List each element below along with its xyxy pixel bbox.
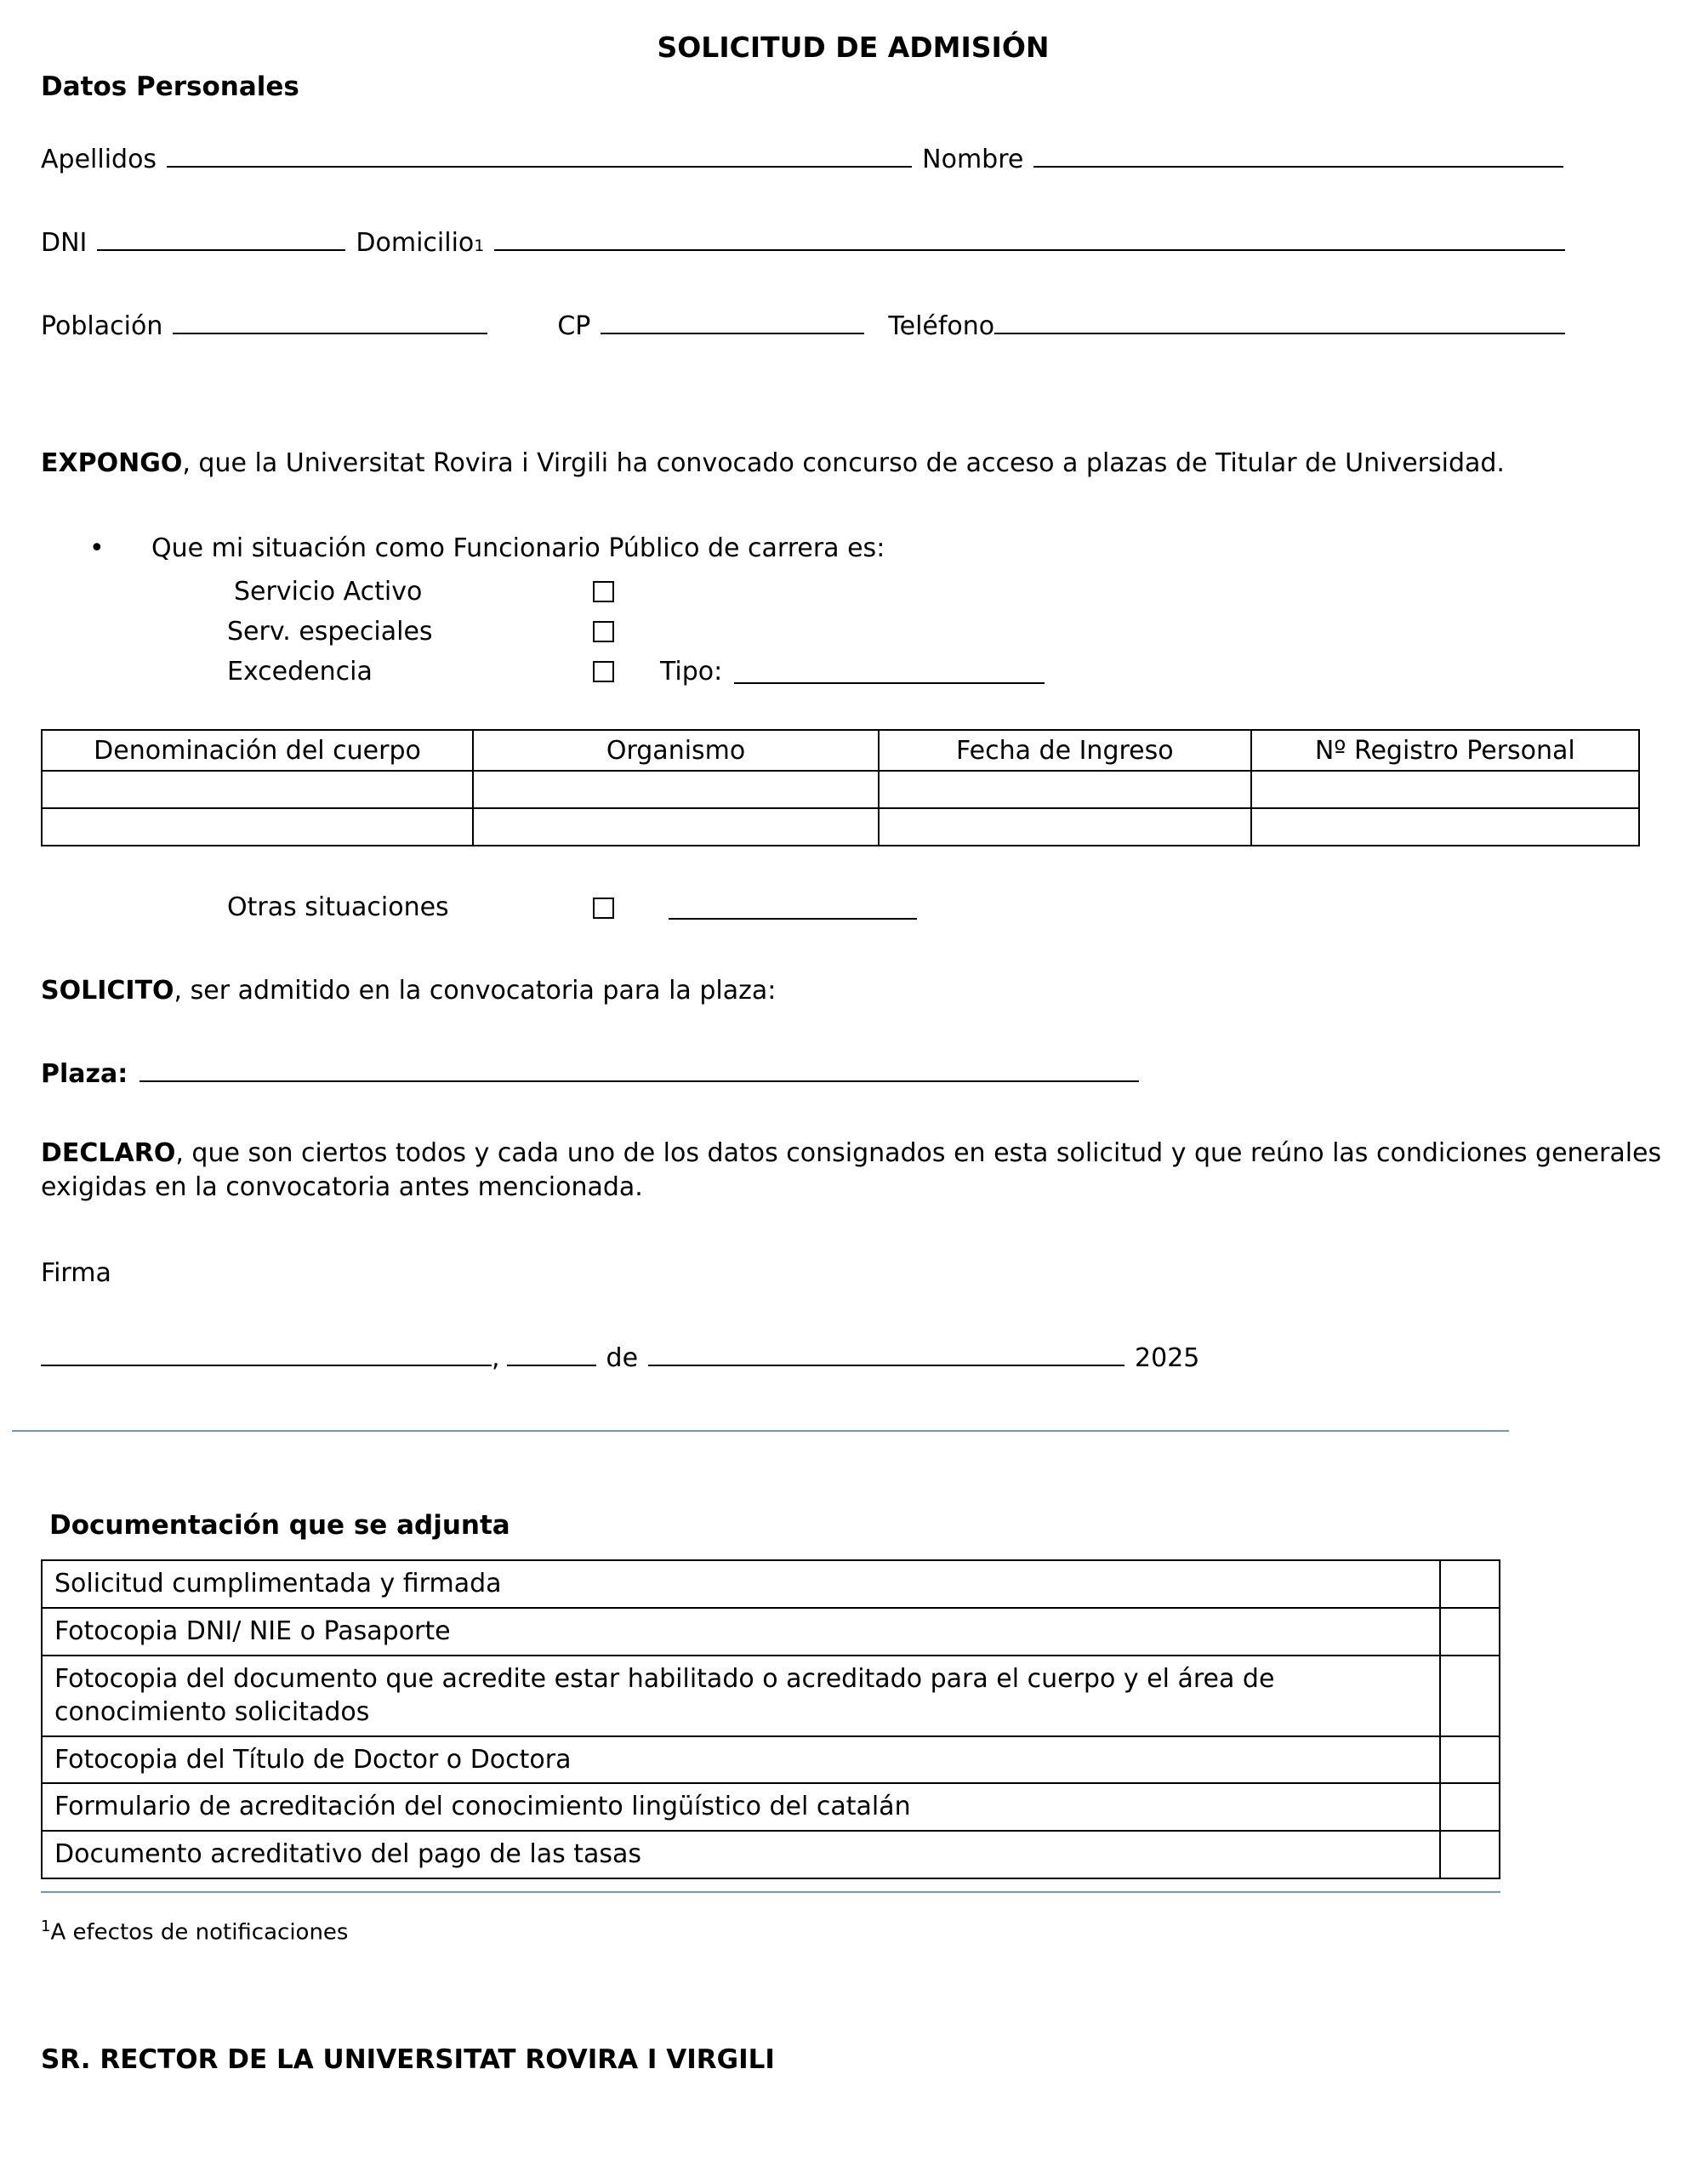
option-excedencia <box>227 652 1665 692</box>
firma-label: Firma <box>41 1258 111 1289</box>
excedencia-label: Excedencia <box>227 657 373 687</box>
solicito-text: , ser admitido en la convocatoria para la plaza: <box>174 976 777 1006</box>
domicilio-footnote-marker: 1 <box>474 237 485 256</box>
footnote-text: A efectos de notificaciones <box>50 1919 349 1946</box>
list-item <box>42 1736 1500 1784</box>
expongo-lead: EXPONGO <box>41 448 183 479</box>
domicilio-field[interactable] <box>494 249 1565 251</box>
dni-field[interactable] <box>97 249 345 251</box>
plaza-field[interactable] <box>139 1080 1139 1082</box>
blue-separator-top <box>12 1430 1509 1432</box>
doc-item-label: Fotocopia del Título de Doctor o Doctora <box>42 1736 1440 1784</box>
section-datos-personales: Datos Personales <box>41 71 299 102</box>
cuerpo-table <box>41 729 1640 846</box>
excedencia-checkbox[interactable] <box>593 661 614 682</box>
col-denominacion: Denominación del cuerpo <box>42 730 473 771</box>
documentacion-heading: Documentación que se adjunta <box>49 1509 510 1541</box>
solicito-lead: SOLICITO <box>41 976 174 1006</box>
dni-label: DNI <box>41 228 88 259</box>
de-text: de <box>606 1342 639 1373</box>
cuerpo-cell[interactable] <box>1251 808 1639 846</box>
cuerpo-table-header-row <box>42 730 1639 771</box>
place-field[interactable] <box>41 1365 492 1366</box>
cuerpo-cell[interactable] <box>42 771 473 808</box>
cuerpo-cell[interactable] <box>42 808 473 846</box>
bullet-text: Que mi situación como Funcionario Público de carrera es: <box>151 533 885 563</box>
doc-item-checkbox-cell[interactable] <box>1440 1736 1500 1784</box>
nombre-field[interactable] <box>1033 166 1563 168</box>
documentacion-table <box>41 1559 1500 1878</box>
list-item <box>42 1831 1500 1878</box>
servicio-activo-label: Servicio Activo <box>234 577 423 607</box>
blue-separator-bottom <box>41 1891 1500 1893</box>
otras-situaciones-label: Otras situaciones <box>227 892 449 923</box>
day-field[interactable] <box>507 1365 596 1366</box>
addressee: SR. RECTOR DE LA UNIVERSITAT ROVIRA I VIRGILI <box>41 2043 775 2075</box>
apellidos-field[interactable] <box>167 166 912 168</box>
cuerpo-cell[interactable] <box>473 771 879 808</box>
cuerpo-cell[interactable] <box>879 771 1251 808</box>
month-field[interactable] <box>648 1365 1124 1366</box>
otras-situaciones-checkbox[interactable] <box>593 898 614 919</box>
list-item <box>42 1783 1500 1831</box>
servicio-activo-checkbox[interactable] <box>593 581 614 602</box>
bullet-icon: • <box>89 533 105 563</box>
list-item <box>42 1656 1500 1736</box>
col-registro-personal: Nº Registro Personal <box>1251 730 1639 771</box>
option-otras-situaciones <box>227 891 1665 925</box>
row-poblacion-cp-telefono <box>41 310 1665 344</box>
bullet-row <box>41 532 1665 566</box>
option-serv-especiales <box>227 612 1665 652</box>
apellidos-label: Apellidos <box>41 145 157 175</box>
declaro-text: , que son ciertos todos y cada uno de los datos consignados en esta solicitud y que reúno las condiciones generales exigidas en la convocatoria antes mencionada. <box>41 1138 1662 1202</box>
doc-item-checkbox-cell[interactable] <box>1440 1831 1500 1878</box>
page-title: SOLICITUD DE ADMISIÓN <box>657 31 1050 64</box>
cuerpo-cell[interactable] <box>1251 771 1639 808</box>
plaza-label: Plaza: <box>41 1058 128 1089</box>
cuerpo-cell[interactable] <box>473 808 879 846</box>
col-fecha-ingreso: Fecha de Ingreso <box>879 730 1251 771</box>
footnote-marker: 1 <box>41 1917 51 1935</box>
solicito-paragraph <box>41 974 1665 1008</box>
footnote <box>41 1917 1665 1947</box>
doc-item-checkbox-cell[interactable] <box>1440 1560 1500 1608</box>
year-text: 2025 <box>1135 1342 1200 1373</box>
table-row <box>42 771 1639 808</box>
doc-item-label: Fotocopia del documento que acredite estar habilitado o acreditado para el cuerpo y el área de conocimiento solicitados <box>42 1656 1440 1736</box>
telefono-label: Teléfono <box>888 311 995 341</box>
declaro-lead: DECLARO <box>41 1138 176 1169</box>
row-plaza <box>41 1057 1665 1091</box>
comma-text: , <box>492 1342 500 1373</box>
expongo-paragraph <box>41 447 1665 481</box>
row-apellidos-nombre <box>41 143 1665 177</box>
poblacion-label: Población <box>41 311 163 341</box>
tipo-field[interactable] <box>734 682 1045 684</box>
domicilio-label: Domicilio1 <box>356 228 485 259</box>
cp-field[interactable] <box>601 333 864 334</box>
doc-item-label: Fotocopia DNI/ NIE o Pasaporte <box>42 1608 1440 1656</box>
otras-situaciones-field[interactable] <box>669 918 917 920</box>
doc-item-checkbox-cell[interactable] <box>1440 1656 1500 1736</box>
expongo-text: , que la Universitat Rovira i Virgili ha convocado concurso de acceso a plazas de Titular de Universidad. <box>182 448 1505 479</box>
tipo-label: Tipo: <box>660 657 723 687</box>
doc-item-label: Formulario de acreditación del conocimiento lingüístico del catalán <box>42 1783 1440 1831</box>
telefono-field[interactable] <box>994 333 1565 334</box>
poblacion-field[interactable] <box>173 333 487 334</box>
doc-item-label: Solicitud cumplimentada y firmada <box>42 1560 1440 1608</box>
table-row <box>42 808 1639 846</box>
row-date <box>41 1342 1665 1376</box>
option-servicio-activo <box>227 572 1665 612</box>
row-dni-domicilio <box>41 226 1665 260</box>
doc-item-checkbox-cell[interactable] <box>1440 1608 1500 1656</box>
serv-especiales-label: Serv. especiales <box>227 617 433 647</box>
list-item <box>42 1560 1500 1608</box>
doc-item-label: Documento acreditativo del pago de las tasas <box>42 1831 1440 1878</box>
cp-label: CP <box>557 311 591 341</box>
cuerpo-cell[interactable] <box>879 808 1251 846</box>
nombre-label: Nombre <box>922 145 1024 175</box>
list-item <box>42 1608 1500 1656</box>
serv-especiales-checkbox[interactable] <box>593 621 614 642</box>
funcionario-options <box>41 572 1665 692</box>
declaro-paragraph <box>41 1137 1665 1204</box>
col-organismo: Organismo <box>473 730 879 771</box>
doc-item-checkbox-cell[interactable] <box>1440 1783 1500 1831</box>
